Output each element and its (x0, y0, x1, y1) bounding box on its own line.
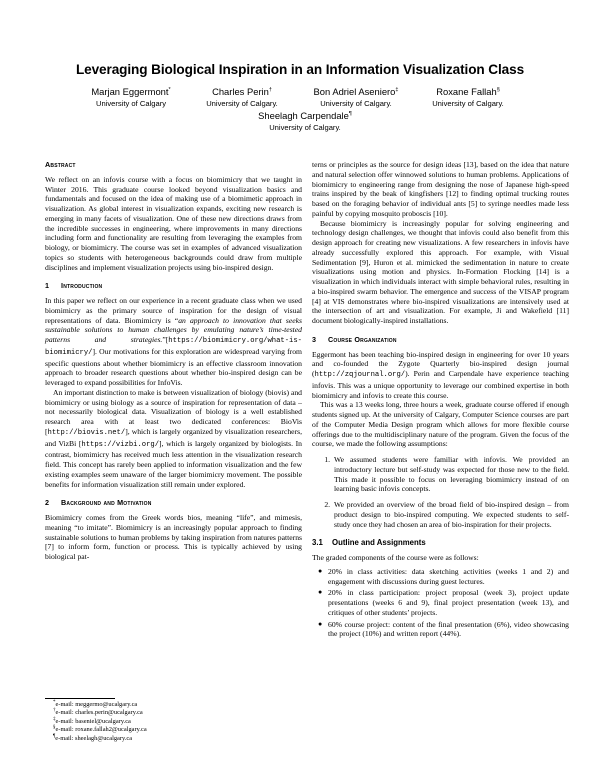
bullet-icon: ● (318, 588, 323, 597)
author-mark: † (268, 86, 272, 93)
author-name: Bon Adriel Aseniero (313, 86, 396, 97)
author-3 (296, 86, 416, 108)
footnote: *e-mail: meggermo@ucalgary.ca (53, 699, 138, 708)
list-item: ● 60% course project: content of the final presentation (6%), video showcasing the project (10%) and written report (44%). (318, 619, 569, 639)
graded-components-list (312, 567, 569, 639)
author-affiliation: University of Calgary. (432, 99, 504, 108)
intro-paragraph-1: In this paper we reflect on our experience in a recent graduate class when we used biomimicry as the primary source of inspiration for the design of visual representations of data. Biomimicry is “an approach to innovation that seeks sustainable solutions to human challenges by emulating nature’s time-tested patterns and strategies.”[https://biomimicry.org/what-is-biomimicry/]. Our motivations for this exploration are widespread varying from specific questions about whether biomimicry is an effective classroom innovation approach to broader research questions about whether bio-inspired design can be leveraged to expand possibilities for InfoVis. (45, 296, 303, 387)
biomimicry-url[interactable]: https://biomimicry.org/what-is-biomimicry/ (45, 337, 302, 357)
author-5 (245, 110, 365, 132)
bullet-icon: ● (318, 619, 323, 628)
section-heading-introduction: 1 Introduction (45, 281, 103, 291)
author-affiliation: University of Calgary. (206, 99, 278, 108)
author-affiliation: University of Calgary (95, 99, 167, 108)
author-affiliation: University of Calgary. (320, 99, 392, 108)
author-4 (418, 86, 518, 108)
author-1 (76, 86, 186, 108)
zqjournal-url[interactable]: http://zqjournal.org/ (314, 371, 406, 379)
bullet-icon: ● (318, 566, 323, 575)
subsection-heading-outline: 3.1 Outline and Assignments (312, 538, 426, 548)
list-item: 2. We provided an overview of the broad field of bio-inspired design – from product design to bio-inspired computing. We expected students to self-study once they had chosen an area of bio-inspiration for their projects. (332, 500, 569, 529)
assumptions-list (312, 455, 569, 529)
course-paragraph-1: Eggermont has been teaching bio-inspired design in engineering for over 10 years and co-founded the Zygote Quarterly bio-inspired design journal (http://zqjournal.org/). Perin and Carpendale have experience teaching infovis. This was a unique opportunity to leverage our combined expertise in both biomimicry and infovis to create this course. (312, 349, 569, 400)
author-affiliation: University of Calgary. (269, 123, 341, 132)
list-item: 1. We assumed students were familiar with infovis. We provided an introductory lecture but self-study was expected for those new to the field. This made it possible to focus on leveraging biomimicry instead of on learning basic infovis concepts. (332, 455, 569, 494)
background-paragraph: Biomimicry comes from the Greek words bios, meaning “life”, and mimesis, meaning “to imitate”. Biomimicry is an increasingly popular approach to finding sustainable solutions to human problems by taking inspiration from natures patterns [7] to inform form, function or process. This is typically achieved by using biological pat- (45, 513, 302, 561)
author-name: Marjan Eggermont (91, 86, 169, 97)
section-heading-course-organization: 3 Course Organization (312, 334, 397, 344)
left-column (45, 160, 302, 562)
author-name: Charles Perin (212, 86, 269, 97)
list-item: ● 20% in class activities: data sketching activities (weeks 1 and 2) and engagement with discussions during guest lectures. (318, 566, 569, 586)
list-item: ● 20% in class participation: project proposal (week 3), project update presentations (weeks 6 and 9), final project presentation (week 13), and critiques of other students’ projects. (318, 588, 569, 617)
footnotes (53, 701, 147, 743)
abstract-heading: Abstract (45, 160, 76, 169)
biomimicry-quote: an approach to innovation that seeks sustainable solutions to human challenges by emulating nature’s time-tested patterns and strategies. (45, 315, 303, 344)
author-mark: ‡ (395, 86, 399, 93)
right-column (312, 160, 569, 641)
author-name: Roxane Fallah (436, 86, 497, 97)
author-mark: ¶ (348, 110, 352, 117)
footnote: ¶e-mail: sheelagh@ucalgary.ca (53, 733, 133, 742)
vizbi-url[interactable]: https://vizbi.org/ (81, 440, 160, 449)
biovis-url[interactable]: http://biovis.net/ (47, 428, 126, 437)
footnote-rule (45, 698, 115, 699)
outline-intro: The graded components of the course were as follows: (312, 553, 479, 562)
footnote: ‡e-mail: baseniel@ucalgary.ca (53, 716, 131, 725)
author-mark: § (496, 86, 500, 93)
footnote: §e-mail: roxane.fallah2@ucalgary.ca (53, 725, 147, 734)
author-mark: * (168, 86, 171, 93)
background-paragraph-2: Because biomimicry is increasingly popular for solving engineering and technology design challenges, we thought that infovis could also benefit from this design approach for creating new visualizations. A few researchers in infovis have already successfully explored this approach. For example, with Visual Sedimentation [9], Huron et al. mimicked the sedimentation in nature to create visualizations using motion and physics. In-Formation Flocking [14] is a visualization in which individuals interact with simple behavioral rules, resulting in a bio-inspired swarm behavior. The emergence and success of the VISAP program [4] at VIS demonstrates where bio-inspired visualizations are intensively used at the intersection of art and visualization. For example, Ji and Wakefield [11] document biologically-inspired installations. (312, 218, 569, 325)
abstract-text: We reflect on an infovis course with a focus on biomimicry that we taught in Winter 2016. This graduate course looked beyond visualization basics and fundamentals and focused on the idea of making use of a biomimetic approach in visualization. As global interest in visualization expands, exciting new research is emerging in many facets of visualization. One of these new directions draws from the incredible successes in engineering, where improvements in many directions including form and functionality are resulting from leveraging the examples from biology, or biomimicry. The course was set in examples of advanced visualization topics so students with heterogeneous backgrounds could draw from multiple disciplines and implement visualization projects using bio-inspired design. (45, 174, 302, 272)
background-continued: terns or principles as the source for design ideas [13], based on the idea that nature and natural selection offer winnowed solutions to human problems. Applications of biomimicry to engineering range from designing the nose of Japanese high-speed trains inspired by the beak of kingfishers [12] to finding optimal trucking routes based on the foraging behavior of individual ants [5] to syringe needles made less painful by copying mosquito proboscis [10]. (312, 160, 569, 218)
author-name: Sheelagh Carpendale (258, 110, 349, 121)
intro-paragraph-2: An important distinction to make is between visualization of biology (biovis) and biomimicry or using biology as a source of inspiration for representation of data – not necessarily biological data. Visualization of biology is a well established research area with at least two dedicated conferences: BioVis [http://biovis.net/], which is largely organized by visualization researchers, and VizBi [https://vizbi.org/], which is largely organized by biologists. In contrast, biomimicry has received much less attention in the visualization research field. This concept has rarely been applied to information visualization and the few existing examples seem unaware of the larger biomimicry movement. The possible benefits for information visualization still remain under explored. (45, 387, 302, 489)
section-heading-background: 2 Background and Motivation (45, 498, 152, 508)
paper-title: Leveraging Biological Inspiration in an Information Visualization Class (75, 62, 525, 77)
course-paragraph-2: This was a 13 weeks long, three hours a week, graduate course offered if enough students signed up. At the university of Calgary, Computer Science courses are part of the Computer Media Design program which allows for more flexible course offerings due to the multidisciplinary nature of the program. Given the focus of the course, we made the following assumptions: (312, 400, 569, 449)
footnote: †e-mail: charles.perin@ucalgary.ca (53, 708, 143, 717)
author-2 (192, 86, 292, 108)
